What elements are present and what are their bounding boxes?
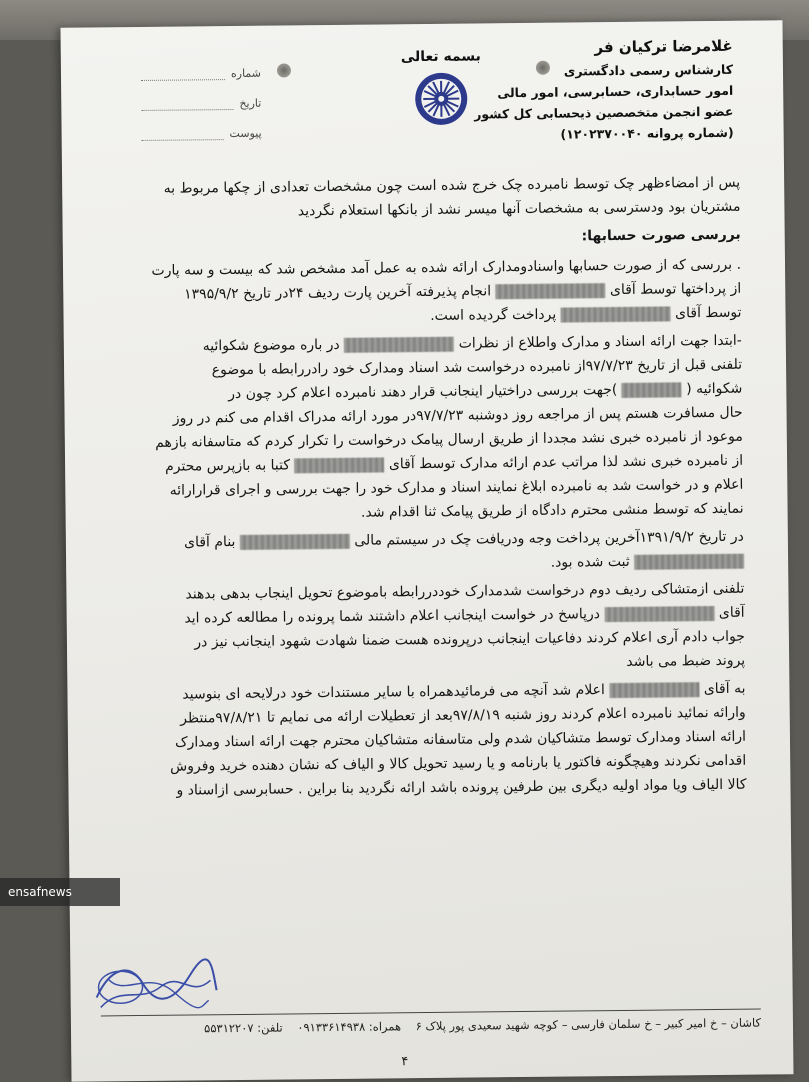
body-line: پس از امضاءظهر چک توسط نامبرده چک خرج شده است چون مشخصات تعدادی از چکها مربوط به: [164, 175, 741, 197]
body-line: ارائه اسناد ومدارک توسط متشاکیان شدم ولی متاسفانه متشاکیان محترم جهت ارائه اسناد ومدارک: [175, 729, 746, 751]
body-line: انجام پذیرفته آخرین پارت ردیف ۲۴در تاریخ ۱۳۹۵/۹/۲: [184, 283, 491, 302]
body-line: . بررسی که از صورت حسابها واسنادومدارک ارائه شده به عمل آمد مشخص شد که بیست و سه پارت: [151, 257, 741, 279]
watermark: ensafnews: [0, 878, 120, 906]
body-line: بنام آقای: [184, 534, 235, 551]
footer-mobile: همراه: ۰۹۱۳۳۶۱۴۹۳۸: [297, 1019, 401, 1034]
date-field: [141, 86, 261, 111]
body-line: تلفنی قبل از تاریخ ۹۷/۷/۲۳از نامبرده درخواست شد اسناد ومدارک خود رادررابطه با موضوع: [212, 357, 743, 379]
body-line: اعلام شد آنچه می فرمائیدهمراه با سایر مستندات خود درلایحه ای بنوسید: [182, 682, 605, 702]
redacted-name: [294, 457, 384, 473]
reference-fields: [141, 56, 262, 147]
expert-name: غلامرضا ترکیان فر: [473, 37, 733, 58]
footer-phone: تلفن: ۵۵۳۱۲۲۰۷: [204, 1021, 283, 1036]
date-label: تاریخ: [239, 97, 261, 110]
body-line: مشتریان بود ودسترسی به مشخصات آنها میسر نشد از بانکها استعلام نگردید: [298, 199, 741, 220]
body-line: کتبا به بازپرس محترم: [165, 457, 290, 474]
attachment-field: [141, 116, 261, 141]
body-line: اعلام و در خواست شد به نامبرده ابلاغ نمایند اسناد و مدارک خود را جهت بررسی و اجرای قرارارائه: [170, 477, 744, 499]
redacted-name: [344, 336, 454, 352]
body-line: توسط آقای: [675, 305, 742, 322]
body-line: وارائه نمائید نامبرده اعلام کردند روز شنبه ۹۷/۸/۱۹بعد از تعطیلات ارائه می نمایم تا ۹۷/۸/۲۱منتظر: [180, 705, 746, 727]
body-line: موعود از نامبرده خبری نشد مجددا از طریق ارسال پیامک درخواست را تکرار کردم که متاسفانه بازهم: [155, 429, 743, 451]
expert-membership: عضو انجمن متخصصین ذیحسابی کل کشور: [473, 101, 733, 125]
number-field: [141, 56, 261, 81]
body-line: نمایند که توسط منشی محترم دادگاه از طریق پیامک ثنا اقدام شد.: [361, 501, 744, 521]
expert-field: امور حسابداری، حسابرسی، امور مالی: [473, 80, 733, 104]
body-line: تلفنی ازمتشاکی ردیف دوم درخواست شدمدارک خوددررابطه باموضوع تحویل اینجاب بدهی بدهند: [185, 581, 744, 603]
redacted-name: [634, 553, 744, 569]
body-line: ثبت شده بود.: [551, 554, 630, 571]
redacted-name: [609, 682, 699, 698]
body-line: به آقای: [704, 681, 746, 697]
body-line: جواب دادم آری اعلام کردند دفاعیات اینجانب درپرونده هست ضمنا شهادت شهود اینجانب نیز در: [194, 629, 745, 651]
body-line: -ابتدا جهت ارائه اسناد و مدارک واطلاع از نظرات: [459, 333, 742, 352]
expert-title: کارشناس رسمی دادگستری: [473, 59, 733, 83]
body-line: حال مسافرت هستم پس از مراجعه روز دوشنبه ۹۷/۷/۲۳در مورد ارائه مدراک اقدام می کنم در روز: [173, 405, 743, 427]
body-line: از نامبرده خبری نشد لذا مراتب عدم ارائه مدارک توسط آقای: [389, 453, 743, 473]
license-number: (شماره پروانه ۱۲۰۲۳۷۰۰۴۰): [474, 122, 734, 146]
redacted-name: [240, 533, 350, 549]
document-page: [61, 20, 794, 1082]
body-line: پرداخت گردیده است.: [430, 307, 556, 324]
body-line: آقای: [719, 605, 745, 621]
body-line: شکوائیه (: [686, 381, 742, 398]
punch-hole: [277, 63, 291, 77]
letter-body: [100, 171, 747, 808]
redacted-name: [495, 283, 605, 299]
signature-stamp: [90, 956, 221, 1021]
body-line: در باره موضوع شکوائیه: [203, 337, 340, 354]
body-line: کالا الیاف ویا مواد اولیه دیگری بین طرفین پرونده باشد ارائه نگردید بنا براین . حسابرسی ازاسناد و: [176, 777, 746, 799]
redacted-name: [561, 306, 671, 322]
body-line: )جهت بررسی دراختیار اینجانب قرار دهند نامبرده اعلام کرد چون در: [228, 382, 617, 402]
redacted-name: [622, 382, 682, 398]
section-heading: بررسی صورت حسابها:: [101, 223, 741, 254]
body-line: از پرداختها توسط آقای: [610, 281, 741, 298]
footer-address: کاشان – خ امیر کبیر – خ سلمان فارسی – کوچه شهید سعیدی پور پلاک ۶: [416, 1016, 761, 1034]
body-line: درپاسخ در خواست اینجانب اعلام داشتند شما پرونده را مطالعه کرده اید: [184, 606, 600, 626]
attachment-label: پیوست: [229, 127, 261, 140]
body-line: اقدامی نکردند وهیچگونه فاکتور یا بارنامه و یا رسید تحویل کالا و الیاف که نشان دهنده خرید وفروش: [170, 753, 746, 775]
letterhead-expert: [473, 37, 734, 146]
body-line: در تاریخ ۱۳۹۱/۹/۲آخرین پرداخت وجه ودریافت چک در سیستم مالی: [354, 529, 744, 549]
number-label: شماره: [231, 67, 261, 80]
page-number: ۴: [401, 1054, 408, 1069]
body-line: پروند ضبط می باشد: [626, 653, 745, 670]
redacted-name: [604, 605, 714, 621]
judiciary-emblem-icon: [413, 71, 470, 128]
bismillah-title: بسمه تعالی: [391, 48, 491, 65]
